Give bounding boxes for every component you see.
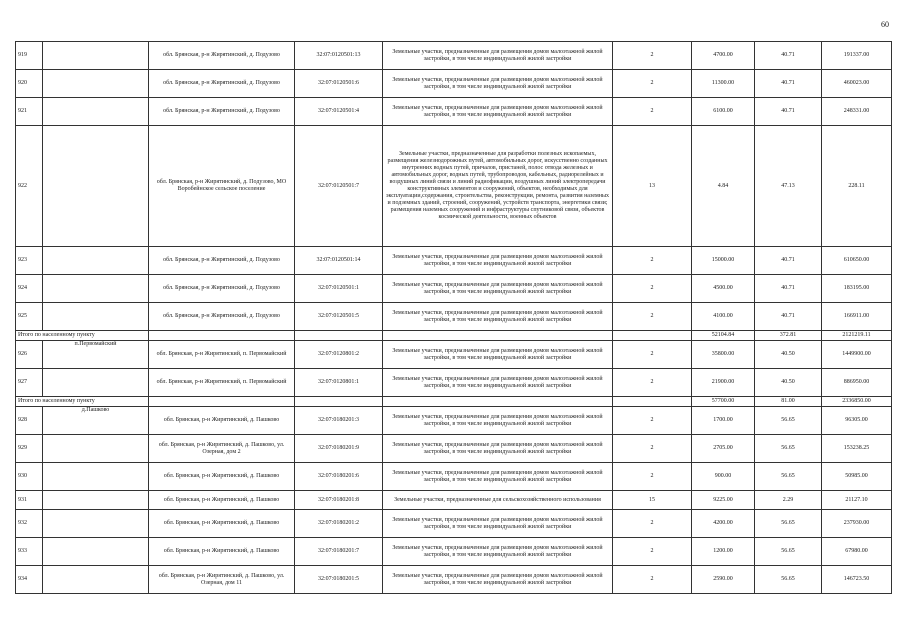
address-cell: обл. Брянская, р-н Жирятинский, п. Первомайский	[149, 369, 295, 397]
rate-cell: 40.71	[755, 98, 822, 126]
row-number: 929	[16, 435, 43, 463]
row-number: 925	[16, 303, 43, 331]
empty-cell	[383, 397, 613, 407]
locality-cell	[43, 275, 149, 303]
area-cell: 6100.00	[692, 98, 755, 126]
address-cell: обл. Брянская, р-н Жирятинский, д. Подузово	[149, 70, 295, 98]
locality-cell	[43, 247, 149, 275]
category-count: 2	[613, 463, 692, 491]
address-cell: обл. Брянская, р-н Жирятинский, д. Подузово	[149, 303, 295, 331]
total-label: Итого по населенному пункту	[16, 397, 149, 407]
cadastral-number: 32:07:0120501:14	[295, 247, 383, 275]
value-cell: 153238.25	[822, 435, 892, 463]
category-count: 2	[613, 247, 692, 275]
purpose-cell: Земельные участки, предназначенные для размещения домов малоэтажной жилой застройки, в том числе индивидуальной жилой застройки	[383, 369, 613, 397]
address-cell: обл. Брянская, р-н Жирятинский, д. Пашково	[149, 491, 295, 510]
area-cell: 9225.00	[692, 491, 755, 510]
address-cell: обл. Брянская, р-н Жирятинский, д. Подузово	[149, 247, 295, 275]
address-cell: обл. Брянская, р-н Жирятинский, д. Подузово	[149, 98, 295, 126]
value-cell: 248331.00	[822, 98, 892, 126]
rate-cell: 40.50	[755, 341, 822, 369]
empty-cell	[149, 397, 295, 407]
rate-cell: 56.65	[755, 407, 822, 435]
purpose-cell: Земельные участки, предназначенные для размещения домов малоэтажной жилой застройки, в том числе индивидуальной жилой застройки	[383, 98, 613, 126]
area-cell: 2590.00	[692, 566, 755, 594]
category-count: 2	[613, 407, 692, 435]
locality-cell	[43, 463, 149, 491]
row-number: 932	[16, 510, 43, 538]
cadastral-number: 32:07:0120501:13	[295, 42, 383, 70]
area-cell: 35800.00	[692, 341, 755, 369]
table-row	[16, 70, 892, 98]
table-row	[16, 303, 892, 331]
total-value: 2121219.11	[822, 331, 892, 341]
area-cell: 15000.00	[692, 247, 755, 275]
rate-cell: 56.65	[755, 463, 822, 491]
area-cell: 4700.00	[692, 42, 755, 70]
rate-cell: 40.71	[755, 275, 822, 303]
cadastral-number: 32:07:0120801:2	[295, 341, 383, 369]
purpose-cell: Земельные участки, предназначенные для размещения домов малоэтажной жилой застройки, в том числе индивидуальной жилой застройки	[383, 435, 613, 463]
row-number: 919	[16, 42, 43, 70]
purpose-cell: Земельные участки, предназначенные для размещения домов малоэтажной жилой застройки, в том числе индивидуальной жилой застройки	[383, 303, 613, 331]
category-count: 2	[613, 98, 692, 126]
purpose-cell: Земельные участки, предназначенные для размещения домов малоэтажной жилой застройки, в том числе индивидуальной жилой застройки	[383, 42, 613, 70]
row-number: 922	[16, 126, 43, 247]
cadastral-number: 32:07:0180201:5	[295, 566, 383, 594]
locality-cell	[43, 491, 149, 510]
total-rate: 372.81	[755, 331, 822, 341]
category-count: 2	[613, 275, 692, 303]
locality-cell	[43, 566, 149, 594]
value-cell: 228.11	[822, 126, 892, 247]
empty-cell	[613, 397, 692, 407]
purpose-cell: Земельные участки, предназначенные для размещения домов малоэтажной жилой застройки, в том числе индивидуальной жилой застройки	[383, 463, 613, 491]
purpose-cell: Земельные участки, предназначенные для сельскохозяйственного использования	[383, 491, 613, 510]
address-cell: обл. Брянская, р-н Жирятинский, д. Подузово	[149, 275, 295, 303]
value-cell: 191337.00	[822, 42, 892, 70]
locality-cell: п.Первомайский	[43, 341, 149, 369]
cadastral-number: 32:07:0180201:7	[295, 538, 383, 566]
category-count: 2	[613, 538, 692, 566]
rate-cell: 56.65	[755, 566, 822, 594]
purpose-cell: Земельные участки, предназначенные для размещения домов малоэтажной жилой застройки, в том числе индивидуальной жилой застройки	[383, 538, 613, 566]
category-count: 13	[613, 126, 692, 247]
category-count: 2	[613, 369, 692, 397]
table-row	[16, 369, 892, 397]
row-number: 928	[16, 407, 43, 435]
area-cell: 1200.00	[692, 538, 755, 566]
rate-cell: 40.71	[755, 303, 822, 331]
row-number: 933	[16, 538, 43, 566]
area-cell: 900.00	[692, 463, 755, 491]
total-label: Итого по населенному пункту	[16, 331, 149, 341]
value-cell: 96305.00	[822, 407, 892, 435]
cadastral-number: 32:07:0120501:5	[295, 303, 383, 331]
purpose-cell: Земельные участки, предназначенные для разработки полезных ископаемых, размещения железнодорожных путей, автомобильных дорог, искусственно созданных внутренних водных путей, причалов, пристаней, полос отвода железных и автомобильных дорог, водных путей, трубопроводов, кабельных, радиорелейных и воздушных линий связи и линий радиофикации, воздушных линий электропередачи конструктивных элементов и сооружений, объектов, необходимых для эксплуатации,содержания, строительства, реконструкции, ремонта, развития наземных и подземных зданий, строений, сооружений, устройств транспорта, энергетики связи; размещения наземных сооружений и инфраструктуры спутниковой связи, объектов космической деятельности, военных объектов	[383, 126, 613, 247]
address-cell: обл. Брянская, р-н Жирятинский, д. Пашково, ул. Озерная, дом 11	[149, 566, 295, 594]
locality-cell	[43, 435, 149, 463]
value-cell: 50985.00	[822, 463, 892, 491]
empty-cell	[295, 331, 383, 341]
empty-cell	[613, 331, 692, 341]
purpose-cell: Земельные участки, предназначенные для размещения домов малоэтажной жилой застройки, в том числе индивидуальной жилой застройки	[383, 275, 613, 303]
locality-cell	[43, 303, 149, 331]
page-number: 60	[881, 20, 889, 29]
rate-cell: 40.71	[755, 42, 822, 70]
table-row	[16, 247, 892, 275]
address-cell: обл. Брянская, р-н Жирятинский, д. Пашково	[149, 463, 295, 491]
table-row	[16, 126, 892, 247]
locality-cell	[43, 126, 149, 247]
table-row	[16, 435, 892, 463]
cadastral-number: 32:07:0120501:7	[295, 126, 383, 247]
total-rate: 81.00	[755, 397, 822, 407]
cadastral-number: 32:07:0120501:4	[295, 98, 383, 126]
table-row	[16, 538, 892, 566]
category-count: 2	[613, 510, 692, 538]
value-cell: 610650.00	[822, 247, 892, 275]
rate-cell: 40.71	[755, 247, 822, 275]
table-row	[16, 42, 892, 70]
cadastral-number: 32:07:0180201:3	[295, 407, 383, 435]
rate-cell: 56.65	[755, 510, 822, 538]
area-cell: 1700.00	[692, 407, 755, 435]
category-count: 15	[613, 491, 692, 510]
total-row	[16, 397, 892, 407]
area-cell: 2705.00	[692, 435, 755, 463]
table-row	[16, 407, 892, 435]
empty-cell	[383, 331, 613, 341]
value-cell: 67980.00	[822, 538, 892, 566]
purpose-cell: Земельные участки, предназначенные для размещения домов малоэтажной жилой застройки, в том числе индивидуальной жилой застройки	[383, 407, 613, 435]
area-cell: 4500.00	[692, 275, 755, 303]
value-cell: 166911.00	[822, 303, 892, 331]
category-count: 2	[613, 341, 692, 369]
category-count: 2	[613, 42, 692, 70]
locality-cell	[43, 510, 149, 538]
row-number: 921	[16, 98, 43, 126]
total-value: 2336850.00	[822, 397, 892, 407]
area-cell: 4100.00	[692, 303, 755, 331]
purpose-cell: Земельные участки, предназначенные для размещения домов малоэтажной жилой застройки, в том числе индивидуальной жилой застройки	[383, 247, 613, 275]
rate-cell: 40.71	[755, 70, 822, 98]
table-row	[16, 341, 892, 369]
total-row	[16, 331, 892, 341]
cadastral-number: 32:07:0180201:6	[295, 463, 383, 491]
row-number: 926	[16, 341, 43, 369]
row-number: 927	[16, 369, 43, 397]
table-row	[16, 510, 892, 538]
rate-cell: 56.65	[755, 435, 822, 463]
total-area: 57700.00	[692, 397, 755, 407]
category-count: 2	[613, 303, 692, 331]
area-cell: 21900.00	[692, 369, 755, 397]
address-cell: обл. Брянская, р-н Жирятинский, п. Первомайский	[149, 341, 295, 369]
cadastral-number: 32:07:0120801:1	[295, 369, 383, 397]
cadastral-number: 32:07:0120501:1	[295, 275, 383, 303]
table-row	[16, 275, 892, 303]
table-row	[16, 463, 892, 491]
table-row	[16, 566, 892, 594]
value-cell: 886950.00	[822, 369, 892, 397]
table-row	[16, 491, 892, 510]
cadastral-number: 32:07:0180201:9	[295, 435, 383, 463]
value-cell: 21127.10	[822, 491, 892, 510]
value-cell: 1449900.00	[822, 341, 892, 369]
locality-cell	[43, 98, 149, 126]
empty-cell	[295, 397, 383, 407]
row-number: 930	[16, 463, 43, 491]
value-cell: 146723.50	[822, 566, 892, 594]
purpose-cell: Земельные участки, предназначенные для размещения домов малоэтажной жилой застройки, в том числе индивидуальной жилой застройки	[383, 566, 613, 594]
value-cell: 237930.00	[822, 510, 892, 538]
value-cell: 183195.00	[822, 275, 892, 303]
purpose-cell: Земельные участки, предназначенные для размещения домов малоэтажной жилой застройки, в том числе индивидуальной жилой застройки	[383, 341, 613, 369]
category-count: 2	[613, 70, 692, 98]
address-cell: обл. Брянская, р-н Жирятинский, д. Пашково	[149, 407, 295, 435]
locality-cell	[43, 42, 149, 70]
locality-cell	[43, 369, 149, 397]
locality-cell: д.Пашково	[43, 407, 149, 435]
address-cell: обл. Брянская, р-н Жирятинский, д. Пашково	[149, 510, 295, 538]
table-row	[16, 98, 892, 126]
purpose-cell: Земельные участки, предназначенные для размещения домов малоэтажной жилой застройки, в том числе индивидуальной жилой застройки	[383, 510, 613, 538]
purpose-cell: Земельные участки, предназначенные для размещения домов малоэтажной жилой застройки, в том числе индивидуальной жилой застройки	[383, 70, 613, 98]
category-count: 2	[613, 435, 692, 463]
rate-cell: 40.50	[755, 369, 822, 397]
cadastral-number: 32:07:0120501:6	[295, 70, 383, 98]
row-number: 920	[16, 70, 43, 98]
cadastral-number: 32:07:0180201:2	[295, 510, 383, 538]
category-count: 2	[613, 566, 692, 594]
address-cell: обл. Брянская, р-н Жирятинский, д. Подузово, МО Воробейнское сельское поселение	[149, 126, 295, 247]
row-number: 934	[16, 566, 43, 594]
address-cell: обл. Брянская, р-н Жирятинский, д. Пашково, ул. Озерная, дом 2	[149, 435, 295, 463]
cadastral-number: 32:07:0180201:8	[295, 491, 383, 510]
locality-cell	[43, 70, 149, 98]
land-parcel-table	[15, 41, 892, 594]
rate-cell: 2.29	[755, 491, 822, 510]
row-number: 931	[16, 491, 43, 510]
address-cell: обл. Брянская, р-н Жирятинский, д. Подузово	[149, 42, 295, 70]
row-number: 924	[16, 275, 43, 303]
rate-cell: 47.13	[755, 126, 822, 247]
address-cell: обл. Брянская, р-н Жирятинский, д. Пашково	[149, 538, 295, 566]
empty-cell	[149, 331, 295, 341]
row-number: 923	[16, 247, 43, 275]
rate-cell: 56.65	[755, 538, 822, 566]
value-cell: 460023.00	[822, 70, 892, 98]
area-cell: 4200.00	[692, 510, 755, 538]
area-cell: 11300.00	[692, 70, 755, 98]
locality-cell	[43, 538, 149, 566]
area-cell: 4.84	[692, 126, 755, 247]
total-area: 52104.84	[692, 331, 755, 341]
